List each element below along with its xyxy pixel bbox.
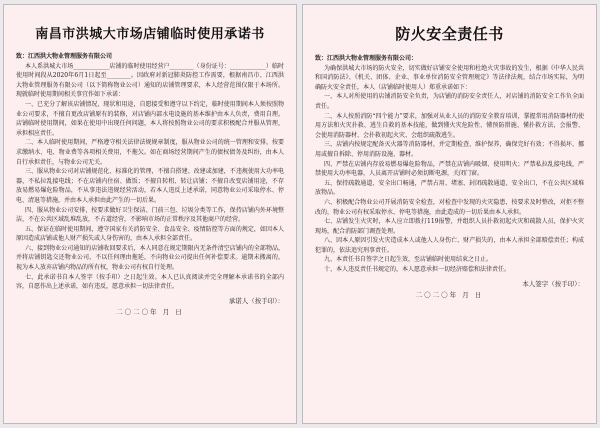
paragraph: 四、服从物业公司安排，按要求做好卫生保洁、门前三包、垃圾分类等工作，保持店铺内外环境整洁，不在公共区域乱堆乱放，不占道经营，不影响市场的正常秩序及其他商户的经营。	[16, 206, 284, 224]
date-line: 二〇二〇年 月 日	[415, 290, 484, 299]
paragraph: 为确保洪城大市场的防火安全，切实做好店铺安全使用和杜绝火灾事故的发生，根据《中华人民共和国消防法》、《机关、团体、企业、事业单位消防安全管理规定》等法律法规，结合市场实际，为明确防火安全责任，本人（店铺临时使用人）郑重承诺如下：	[315, 64, 584, 91]
paragraph: 一、本人对所使用的店铺消防安全负责，为店铺的消防安全责任人，对店铺的消防安全工作负全面责任。	[315, 93, 584, 110]
paragraph: 二、本人按照消防“四个能力”要求，加强对从业人员的消防安全教育培训，掌握常用消防器材的使用方法和火灾扑救、逃生自救的基本技能，做到懂火灾危险性、懂预防措施、懂扑救方法，会报警、会使用消防器材、会扑救初起火灾、会组织疏散逃生。	[315, 112, 584, 139]
page-title: 南昌市洪城大市场店铺临时使用承诺书	[35, 27, 265, 42]
paragraph: 四、严禁在店铺内存放易燃易爆危险物品，严禁在店铺内吸烟、使用明火；严禁私拉乱接电线，严禁使用大功率电器，人员离开店铺时必须切断电源，关闭门窗。	[315, 160, 584, 178]
paragraph: 五、保持疏散通道、安全出口畅通，严禁占用、堵塞、封闭疏散通道、安全出口，不在公共区域堆放物品。	[315, 179, 584, 197]
signature-line: 承诺人（按手印）：	[228, 296, 284, 305]
signature-line: 本人签字（按手印）：	[522, 279, 584, 288]
paragraph: 六、接到物业公司通知的店铺收回要求后，本人同意在规定期限内无条件清空店铺内的全部物品，并将店铺钥匙交还物业公司，不以任何理由拖延，不向物业公司提出任何补偿要求。逾期未搬离的，视为本人放弃店铺内物品的所有权，物业公司有权自行处理。	[16, 244, 284, 272]
page-title: 防火安全责任书	[395, 25, 504, 43]
paragraph: 三、店铺内按规定配备灭火器等消防器材，并定期检查、维护保养，确保完好有效；不得损坏、挪用或擅自拆除、停用消防设施、器材。	[315, 141, 584, 158]
paragraph: 三、服从物业公司对店铺规范化、标准化的管理，不擅自搭建、改建或加建，不违规使用大功率电器，不私拉乱接电线；不在店铺内住宿、做饭；不擅自转租、转让店铺；不擅自改变店铺用途，不存放易燃易爆危险物品，不从事违法违规经营活动，若本人违反上述承诺，同意物业公司采取停水、停电、清退等措施，并由本人承担由此产生的一切后果。	[16, 168, 284, 204]
paragraph: 九、本责任书自签字之日起生效，至店铺临时使用结束之日止。	[324, 256, 493, 264]
document-body	[16, 52, 284, 292]
paragraph: 六、积极配合物业公司开展消防安全检查，对检查中发现的火灾隐患，按要求及时整改，对拒不整改的，物业公司有权采取停水、停电等措施，由此造成的一切后果由本人承担。	[315, 198, 584, 216]
paragraph: 十、本人违反责任书规定的，本人愿意承担一切经济赔偿和法律责任。	[324, 266, 511, 274]
addressee-line: 致：江西洪大物业管理服务有限公司：	[315, 55, 418, 62]
paragraph: 八、因本人原因引发火灾造成本人或他人人身伤亡、财产损失的，由本人承担全部赔偿责任；构成犯罪的，依法追究刑事责任。	[315, 237, 584, 254]
date-line: 二〇二〇年 月 日	[116, 307, 184, 316]
paragraph: 七、此承诺书自本人签字（按手印）之日起生效。本人已认真阅读并完全理解本承诺书的全部内容，自愿作出上述承诺，如有违反，愿意承担一切法律责任。	[16, 273, 284, 291]
paragraph: 七、店铺发生火灾时，本人应立即拨打119报警，并组织人员扑救初起火灾和疏散人员，保护火灾现场，配合消防部门调查处理。	[315, 218, 584, 235]
fire-safety-letter-page	[302, 4, 597, 424]
paragraph: 一、已充分了解该店铺情况，现状和用途，自愿接受和遵守以下约定，临时使用期间本人须按照物业公司要求，不擅自更改店铺原有的装修，对店铺内部水电设施的基本维护由本人负责，费用自理。店铺临时使用期间，如果在使用中出现任何问题，本人将按照物业公司的要求积极配合并服从管理，承担相应责任。	[16, 100, 284, 137]
commitment-letter-page	[3, 4, 297, 424]
addressee-line: 致：江西洪大物业管理服务有限公司	[16, 53, 113, 60]
paragraph: 本人系洪城大市场____________店铺的临时使用经营户________（身份证号：____________）临时使用时间段从2020年6月1日起至________。因政府对新冠肺炎防控工作需要，根据南昌市、江西洪大物业管理服务有限公司（以下简称物业公司）通知的店铺管理要求，本人经营范围仅限于本场所。现就临时使用期间相关事宜作如下承诺：	[16, 62, 284, 99]
paragraph: 二、本人临时使用期间，严格遵守相关法律法规规章制度，服从物业公司的统一管理和安排，按要求缴纳水、电、物业费等各项相关费用，不拖欠。如在商场经营期间产生的债权债务及纠纷，由本人自行承担责任，与物业公司无关。	[16, 139, 284, 166]
paragraph: 五、保证在临时使用期间，遵守国家有关消防安全、食品安全、疫情防控等方面的规定，如因本人原因造成店铺或他人财产损失或人身伤害的，由本人承担全部责任。	[16, 225, 284, 243]
document-body	[315, 54, 584, 275]
